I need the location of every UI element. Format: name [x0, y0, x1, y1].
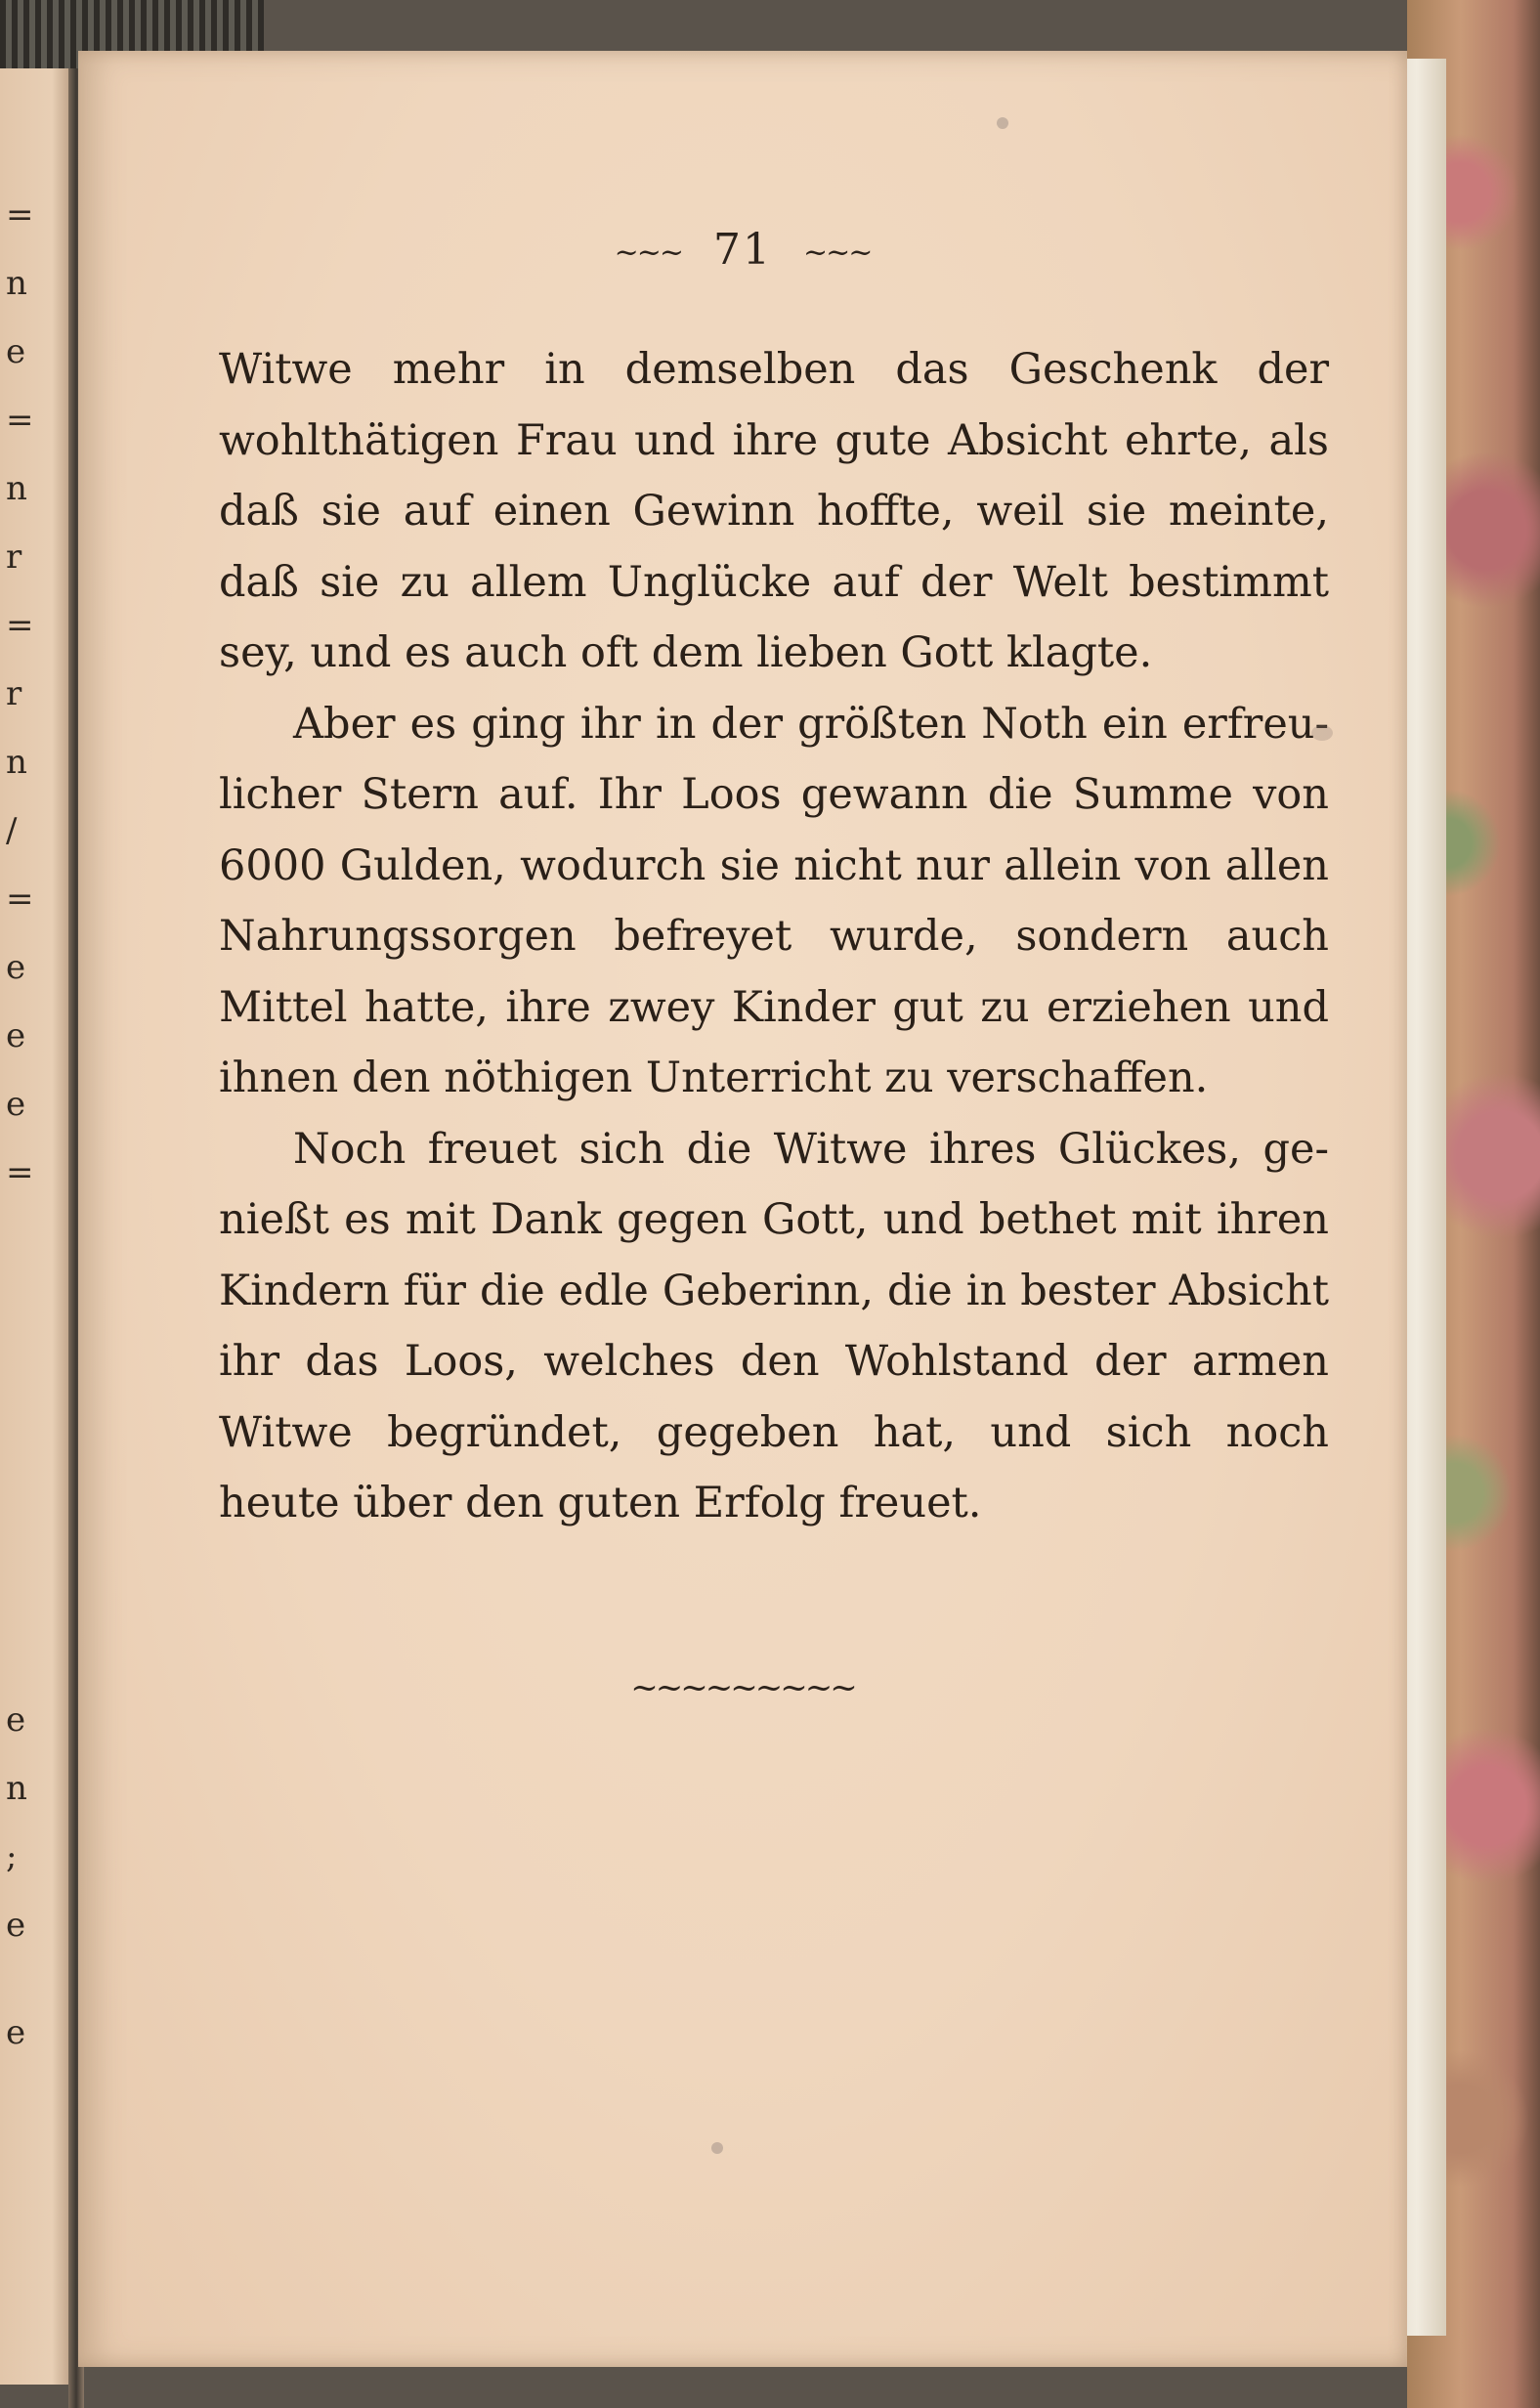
left-page-fragment: n [6, 1769, 27, 1808]
page-header [78, 225, 1407, 275]
left-page-fragment: / [6, 811, 18, 850]
header-ornament-left: ~~~ [614, 236, 683, 270]
header-ornament-right: ~~~ [802, 236, 872, 270]
left-page-fragment: ; [6, 1837, 18, 1876]
left-page-fragment: e [6, 1016, 26, 1055]
left-page-fragment: e [6, 2013, 26, 2052]
left-page-fragment: e [6, 1085, 26, 1124]
paragraph: Aber es ging ihr in der größten Noth ein erfreulicher Stern auf. Ihr Loos gewann die Summe von 6000 Gulden, wodurch sie nicht nur allein von allen Nahrungssorgen befreyet wurde, sondern auch Mittel hatte, ihre zwey Kinder gut zu erziehen und ihnen den nöthigen Unterricht zu verschaffen. [219, 699, 1329, 1102]
left-page-fragment: n [6, 469, 27, 508]
left-page-fragment: n [6, 743, 27, 782]
paper-spot [997, 117, 1008, 129]
paragraph: Witwe mehr in demselben das Geschenk der wohlthätigen Frau und ihre gute Absicht ehrte, als daß sie auf einen Gewinn hoffte, weil sie meinte, daß sie zu allem Unglücke auf der Welt bestimmt sey, und es auch oft dem lieben Gott klagte. [219, 345, 1329, 677]
paper-spot [711, 2142, 723, 2154]
paragraph: Noch freuet sich die Witwe ihres Glückes, genießt es mit Dank gegen Gott, und bethet mit ihren Kindern für die edle Geberinn, die in bester Absicht ihr das Loos, welches den Wohlstand der armen Witwe begründet, gegeben hat, und sich noch heute über den guten Erfolg freuet. [219, 1124, 1329, 1527]
left-page-fragment: = [6, 401, 34, 440]
left-page-fragment: e [6, 948, 26, 987]
left-facing-page [0, 39, 74, 2385]
paper-spot [1311, 725, 1333, 741]
left-page-fragment: = [6, 880, 34, 919]
left-page-fragment: r [6, 538, 22, 577]
left-page-fragment: e [6, 1700, 26, 1740]
left-page-fragment: e [6, 332, 26, 371]
body-text [219, 334, 1329, 1539]
left-page-fragment: e [6, 1906, 26, 1945]
page-number: 71 [713, 225, 772, 275]
right-page [78, 51, 1407, 2367]
left-page-fragment: r [6, 674, 22, 713]
left-page-fragment: = [6, 1153, 34, 1192]
left-page-fragment: n [6, 264, 27, 303]
end-ornament: ~~~~~~~~~ [630, 1668, 855, 1707]
left-page-fragment: = [6, 195, 34, 235]
left-page-fragment: = [6, 606, 34, 645]
